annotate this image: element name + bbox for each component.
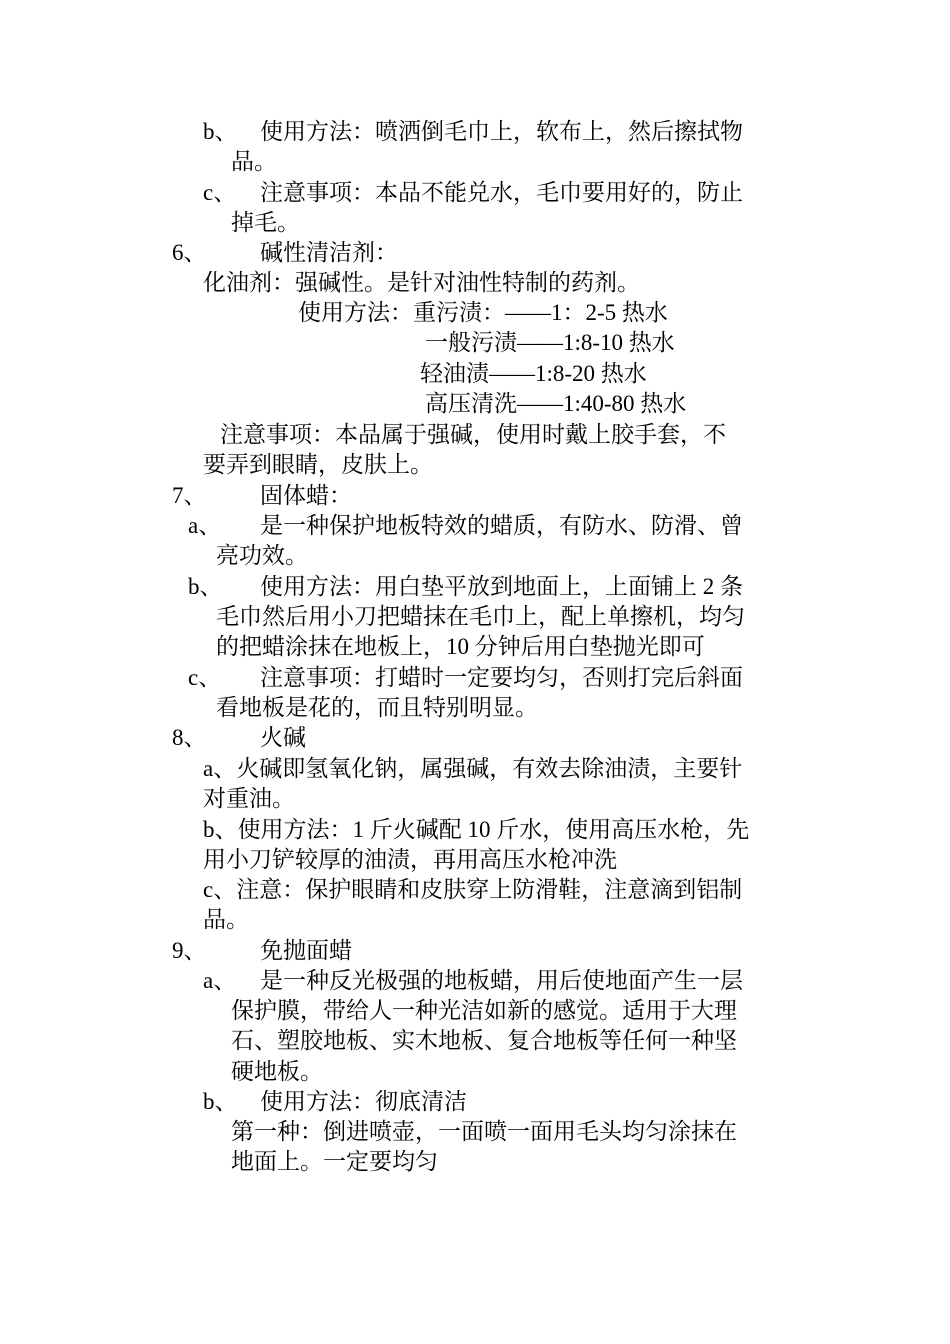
s7-a-line [188, 511, 743, 541]
s6-ratio-3: 轻油渍——1:8-20 热水 [420, 361, 647, 386]
s9-a-text-cont-2: 石、塑胶地板、实木地板、复合地板等任何一种坚 [231, 1028, 737, 1053]
s6-number: 6、 [172, 240, 207, 265]
s8-b-text: b、使用方法：1 斤火碱配 10 斤水，使用高压水枪，先 [203, 817, 750, 842]
s7-a-text: 是一种保护地板特效的蜡质，有防水、防滑、曾 [260, 513, 743, 538]
s9-title: 免抛面蜡 [260, 938, 352, 963]
s7-b-marker: b、 [188, 574, 223, 599]
s9-b-line [203, 1087, 467, 1117]
s7-c-line [188, 663, 743, 693]
s5-c-text: 注意事项：本品不能兑水，毛巾要用好的，防止 [260, 180, 743, 205]
s6-title: 碱性清洁剂： [260, 240, 398, 265]
s7-heading [172, 481, 352, 511]
s7-number: 7、 [172, 483, 207, 508]
s8-title: 火碱 [260, 725, 306, 750]
s9-first-method: 第一种：倒进喷壶，一面喷一面用毛头均匀涂抹在 [231, 1119, 737, 1144]
s7-b-text-cont-2: 的把蜡涂抹在地板上，10 分钟后用白垫抛光即可 [216, 634, 705, 659]
s9-a-text: 是一种反光极强的地板蜡，用后使地面产生一层 [260, 968, 743, 993]
s8-a-text-cont: 对重油。 [203, 786, 295, 811]
s5-b-marker: b、 [203, 119, 238, 144]
s8-a-text: a、火碱即氢氧化钠，属强碱，有效去除油渍，主要针 [203, 756, 743, 781]
s5-c-line [203, 178, 743, 208]
s6-usage-label: 使用方法： [298, 300, 413, 325]
s5-b-line [203, 117, 743, 147]
s6-usage-line [298, 298, 668, 328]
s7-c-text-cont: 看地板是花的，而且特别明显。 [216, 695, 538, 720]
s5-b-text: 使用方法：喷洒倒毛巾上，软布上，然后擦拭物 [260, 119, 743, 144]
s6-note: 注意事项：本品属于强碱，使用时戴上胶手套，不 [220, 422, 726, 447]
s9-b-text: 使用方法：彻底清洁 [260, 1089, 467, 1114]
s5-b-text-cont: 品。 [231, 149, 277, 174]
s9-number: 9、 [172, 938, 207, 963]
s6-note-cont: 要弄到眼睛，皮肤上。 [203, 452, 433, 477]
s7-c-marker: c、 [188, 665, 222, 690]
s6-ratio-2: 一般污渍——1:8-10 热水 [425, 330, 675, 355]
s8-heading [172, 723, 306, 753]
s9-first-method-cont: 地面上。一定要均匀 [231, 1149, 438, 1174]
s9-heading [172, 936, 352, 966]
s5-c-text-cont: 掉毛。 [231, 210, 300, 235]
s6-ratio-4: 高压清洗——1:40-80 热水 [425, 391, 687, 416]
s8-b-text-cont: 用小刀铲较厚的油渍，再用高压水枪冲洗 [203, 847, 617, 872]
s7-b-line [188, 572, 743, 602]
s9-a-text-cont-3: 硬地板。 [231, 1059, 323, 1084]
s9-a-text-cont-1: 保护膜，带给人一种光洁如新的感觉。适用于大理 [231, 998, 737, 1023]
s7-b-text-cont-1: 毛巾然后用小刀把蜡抹在毛巾上，配上单擦机，均匀 [216, 604, 745, 629]
s8-c-text-cont: 品。 [203, 907, 249, 932]
s6-ratio-1: 重污渍：——1：2-5 热水 [413, 300, 668, 325]
s8-number: 8、 [172, 725, 207, 750]
s7-title: 固体蜡： [260, 483, 352, 508]
s7-b-text: 使用方法：用白垫平放到地面上，上面铺上 2 条 [260, 574, 743, 599]
s7-a-marker: a、 [188, 513, 222, 538]
s9-a-line [203, 966, 743, 996]
s7-a-text-cont: 亮功效。 [216, 543, 308, 568]
s5-c-marker: c、 [203, 180, 237, 205]
s8-c-text: c、注意：保护眼睛和皮肤穿上防滑鞋，注意滴到铝制 [203, 877, 743, 902]
s6-heading [172, 238, 398, 268]
s9-a-marker: a、 [203, 968, 237, 993]
s7-c-text: 注意事项：打蜡时一定要均匀，否则打完后斜面 [260, 665, 743, 690]
s9-b-marker: b、 [203, 1089, 238, 1114]
s6-intro: 化油剂：强碱性。是针对油性特制的药剂。 [203, 270, 640, 295]
